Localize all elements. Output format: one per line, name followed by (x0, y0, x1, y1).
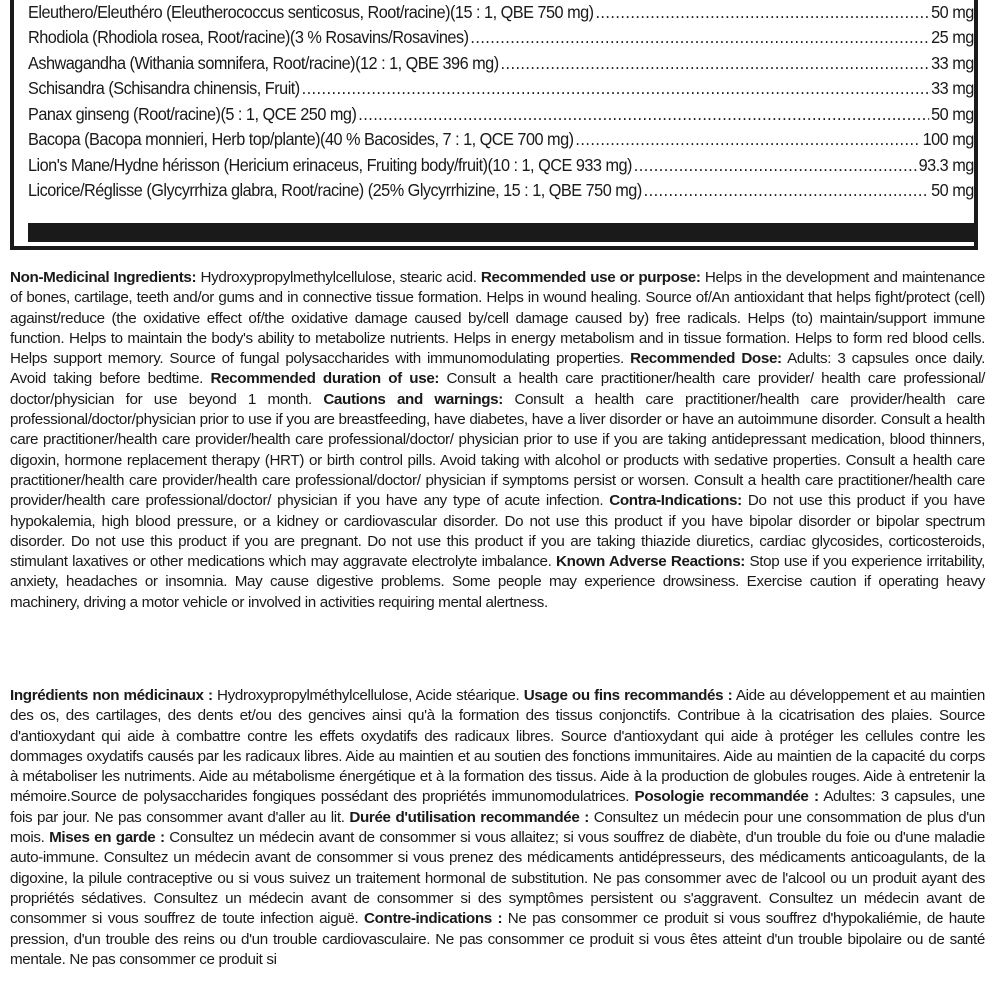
french-label-text (10, 686, 985, 970)
section-label: Mises en garde : (49, 829, 165, 847)
section-text: Adultes: 3 capsules, une fois par jour. Ne pas consommer avant d'aller au lit. (10, 788, 985, 826)
ingredient-amount: 33 mg (931, 78, 974, 98)
section-text: Do not use this product if you have hypokalemia, high blood pressure, or a kidney or cardiovascular disorder. Do not use this product if you have bipolar disorder or bipolar spectrum disorder. Do not use this product if you are pregnant. Do not use this product if you are taking thiazide diuretics, cardiac glycosides, corticosteroids, stimulant laxatives or other medications which may aggravate electrolyte imbalance. (10, 492, 985, 571)
ingredient-name: Bacopa (Bacopa monnieri, Herb top/plante)(40 % Bacosides, 7 : 1, QCE 700 mg) (28, 129, 574, 149)
ingredient-name: Ashwagandha (Withania somnifera, Root/racine)(12 : 1, QBE 396 mg) (28, 52, 499, 73)
english-label-text (10, 268, 985, 613)
dot-leader (358, 102, 929, 128)
section-label: Posologie recommandée : (634, 788, 819, 806)
ingredient-name: Rhodiola (Rhodiola rosea, Root/racine)(3 % Rosavins/Rosavines) (28, 27, 469, 47)
ingredient-amount: 100 mg (922, 129, 974, 149)
ingredient-amount: 50 mg (931, 1, 974, 22)
section-label: Contre-indications : (363, 910, 503, 928)
section-text: Stop use if you experience irritability, anxiety, headaches or insomnia. May cause digestive problems. Some people may experience drowsiness. Exercise caution if operating heavy machinery, driving a motor vehicle or involved in activities requiring mental alertness. (10, 553, 985, 611)
medicinal-ingredients-box (10, 0, 978, 250)
ingredient-amount: 33 mg (931, 52, 974, 73)
section-text: Hydroxypropylmethylcellulose, stearic acid. (196, 269, 481, 286)
section-label: Contra-Indications: (609, 492, 742, 510)
section-label: Ingrédients non médicinaux : (10, 687, 213, 704)
ingredient-amount: 50 mg (931, 180, 974, 200)
section-text: Consult a health care practitioner/health care provider/health care professional/doctor/physician prior to use if you are breastfeeding, have diabetes, have a liver disorder or have an autoimmune disorder. Consult a health care practitioner/health care provider/health care professional/doctor/ physician prior to use if you are taking antidepressant medication, blood thinners, digoxin, hormone replacement therapy (HRT) or birth control pills. Avoid taking with alcohol or products with sedative properties. Consult a health care practitioner/health care provider/health care professional/doctor/ physician if symptoms persist or worsen. Consult a health care practitioner/health care provider/health care professional/doctor/ physician if you have any type of acute infection. (10, 390, 985, 510)
section-label: Recommended Dose: (630, 350, 782, 368)
ingredient-amount: 93.3 mg (918, 154, 974, 175)
ingredient-name: Schisandra (Schisandra chinensis, Fruit) (28, 78, 300, 98)
section-label: Non-Medicinal Ingredients: (10, 269, 197, 286)
ingredient-row (28, 76, 974, 102)
section-text: Consultez un médecin avant de consommer si vous allaitez; si vous souffrez de diabète, d'un trouble du foie ou d'une maladie auto-immune. Consultez un médecin avant de consommer si vous prenez des médicaments antidépresseurs, des médicaments anticoagulants, de la digoxine, la pilule contraceptive ou si vous suivez un traitement hormonal de substitution. Ne pas consommer avec de l'alcool ou un produit ayant des propriétés sédatives. Consultez un médecin avant de consommer si des symptômes persistent ou s'aggravent. Consultez un médecin avant de consommer si vous souffrez de toute infection aiguë. (10, 829, 985, 928)
ingredient-row (28, 153, 974, 179)
section-text: Adults: 3 capsules once daily. Avoid taking before bedtime. (10, 350, 985, 388)
dot-leader (644, 178, 930, 204)
dot-leader (634, 153, 917, 179)
section-text: Helps in the development and maintenance of bones, cartilage, teeth and/or gums and in connective tissue formation. Helps in wound healing. Source of/An antioxidant that helps fight/protect (cell) against/reduce (the oxidative effect of/the oxidative damage caused by/cell damage caused by) free radicals. Helps (to) maintain/support immune function. Helps to maintain the body's ability to metabolize nutrients. Helps in energy metabolism and in tissue formation. Helps to form red blood cells. Helps support memory. Source of fungal polysaccharides with immunomodulating properties. (10, 269, 985, 368)
ingredient-name: Lion's Mane/Hydne hérisson (Hericium erinaceus, Fruiting body/fruit)(10 : 1, QCE 933 mg) (28, 154, 632, 175)
dot-leader (302, 76, 930, 102)
dot-leader (575, 127, 920, 153)
dot-leader (595, 0, 929, 25)
section-label: Recommended use or purpose: (480, 269, 701, 286)
ingredient-name: Licorice/Réglisse (Glycyrrhiza glabra, Root/racine) (25% Glycyrrhizine, 15 : 1, QBE 750 mg) (28, 180, 642, 200)
section-text: Aide au développement et au maintien des os, des cartilages, des dents et/ou des gencives ainsi qu'à la formation des tissus conjonctifs. Contribue à la cicatrisation des plaies. Source d'antioxydant qui aide à combattre contre les effets oxydatifs des radicaux libres. Source d'antioxydant qui aide à protéger les cellules contre les dommages oxydatifs causés par les radicaux libres. Aide au maintien et au soutien des fonctions immunitaires. Aide au maintien de la capacité du corps à métaboliser les nutriments. Aide au métabolisme énergétique et à la formation des tissus. Aide à la production de globules rouges. Aide à entretenir la mémoire.Source de polysaccharides fongiques possédant des propriétés immunomodulatrices. (10, 687, 985, 806)
ingredient-amount: 50 mg (931, 103, 974, 124)
ingredient-row (28, 51, 974, 77)
section-label: Cautions and warnings: (323, 390, 503, 408)
black-footer-bar (28, 223, 974, 242)
section-text: Consult a health care practitioner/health care provider/ health care professional/ doctor/physician for use beyond 1 month. (10, 370, 985, 408)
section-text: Hydroxypropylméthylcellulose, Acide stéarique. (212, 687, 524, 704)
ingredient-name: Panax ginseng (Root/racine)(5 : 1, QCE 250 mg) (28, 103, 357, 124)
ingredient-row (28, 127, 974, 153)
ingredient-row (28, 102, 974, 128)
section-text: Consultez un médecin pour une consommation de plus d'un mois. (10, 808, 985, 847)
ingredient-name: Eleuthero/Eleuthéro (Eleutherococcus senticosus, Root/racine)(15 : 1, QBE 750 mg) (28, 1, 594, 22)
section-text: Ne pas consommer ce produit si vous souffrez d'hypokaliémie, de haute pression, d'un trouble des reins ou d'un trouble cardiovasculaire. Ne pas consommer ce produit si vous êtes atteint d'un trouble bipolaire ou de santé mentale. Ne pas consommer ce produit si (10, 910, 985, 968)
ingredient-amount: 25 mg (931, 27, 974, 47)
section-label: Known Adverse Reactions: (556, 553, 745, 571)
section-label: Usage ou fins recommandés : (523, 687, 733, 704)
ingredient-row (28, 178, 974, 204)
ingredient-row (28, 0, 974, 25)
section-label: Durée d'utilisation recommandée : (349, 808, 589, 826)
dot-leader (470, 25, 929, 51)
dot-leader (500, 51, 929, 77)
ingredient-row (28, 25, 974, 51)
section-label: Recommended duration of use: (210, 370, 440, 388)
ingredient-list (28, 0, 974, 204)
